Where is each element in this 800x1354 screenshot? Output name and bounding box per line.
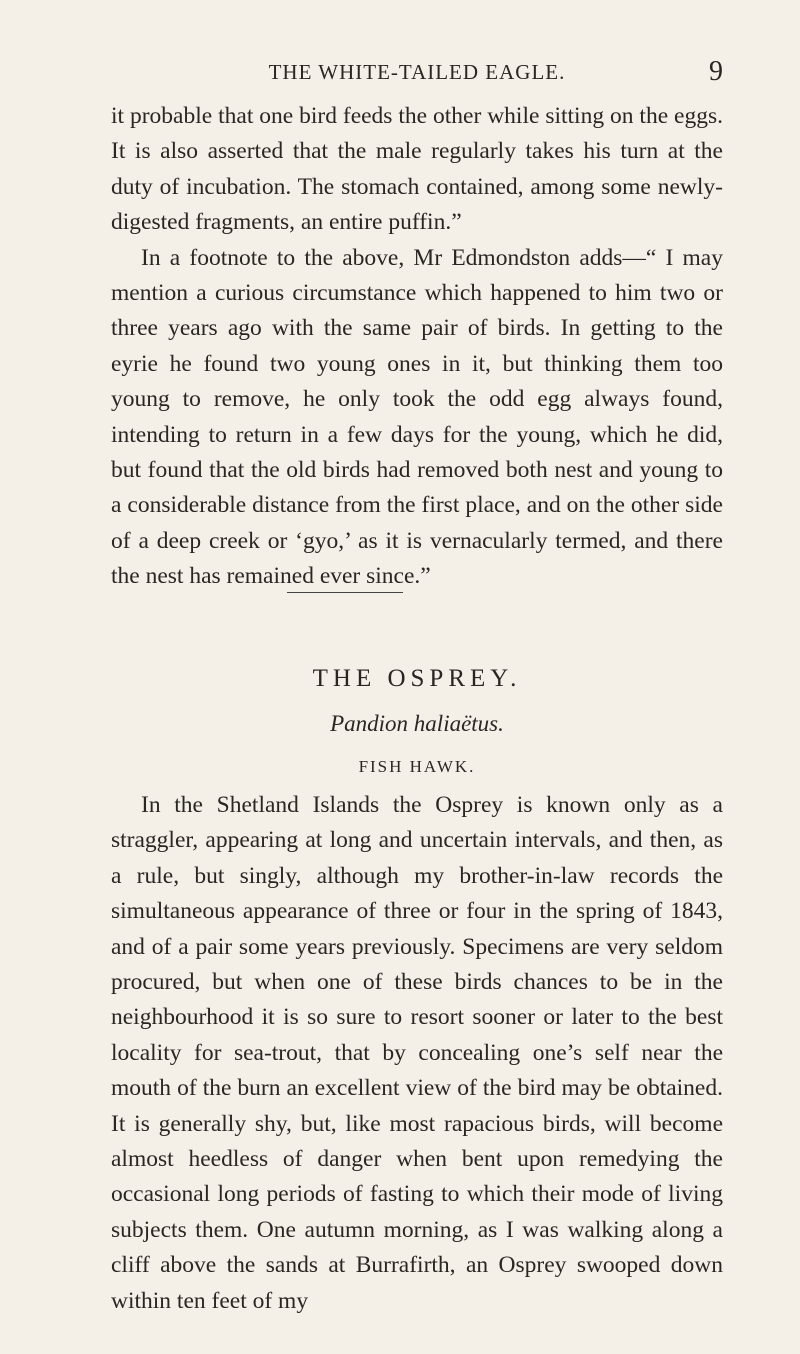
text-block-top bbox=[111, 99, 723, 595]
section-common-name: FISH HAWK. bbox=[358, 757, 476, 776]
running-head bbox=[111, 56, 723, 88]
text-block-bottom bbox=[111, 788, 723, 1319]
section-latin-name: Pandion haliaëtus. bbox=[330, 711, 504, 736]
paragraph-continued: it probable that one bird feeds the other while sitting on the eggs. It is also asserted that the male regularly takes his turn at the duty of incubation. The stomach contained, among some newly-digested fragments, an entire puffin.” bbox=[111, 103, 723, 236]
paragraph-osprey: In the Shetland Islands the Osprey is known only as a straggler, appearing at long and uncertain intervals, and then, as a rule, but singly, although my brother-in-law records the simultaneous appearance of three or four in the spring of 1843, and of a pair some years previously. Specimens are very seldom procured, but when one of these birds chances to be in the neighbourhood it is so sure to resort sooner or later to the best locality for sea-trout, that by concealing one’s self near the mouth of the burn an excellent view of the bird may be obtained. It is generally shy, but, like most rapacious birds, will become almost heedless of danger when bent upon remedying the occasional long periods of fasting to which their mode of living subjects them. One autumn morning, as I was walking along a cliff above the sands at Burrafirth, an Osprey swooped down within ten feet of my bbox=[111, 792, 723, 1314]
section-title: THE OSPREY. bbox=[312, 665, 522, 692]
section-divider bbox=[287, 592, 403, 593]
page-number: 9 bbox=[709, 56, 723, 87]
running-title: THE WHITE-TAILED EAGLE. bbox=[268, 60, 566, 84]
paragraph-footnote-quote: In a footnote to the above, Mr Edmondston adds—“ I may mention a curious circumstance which happened to him two or three years ago with the same pair of birds. In getting to the eyrie he found two young ones in it, but thinking them too young to remove, he only took the odd egg always found, intending to return in a few days for the young, which he did, but found that the old birds had removed both nest and young to a considerable distance from the first place, and on the other side of a deep creek or ‘gyo,’ as it is vernacularly termed, and there the nest has remained ever since.” bbox=[111, 244, 723, 590]
